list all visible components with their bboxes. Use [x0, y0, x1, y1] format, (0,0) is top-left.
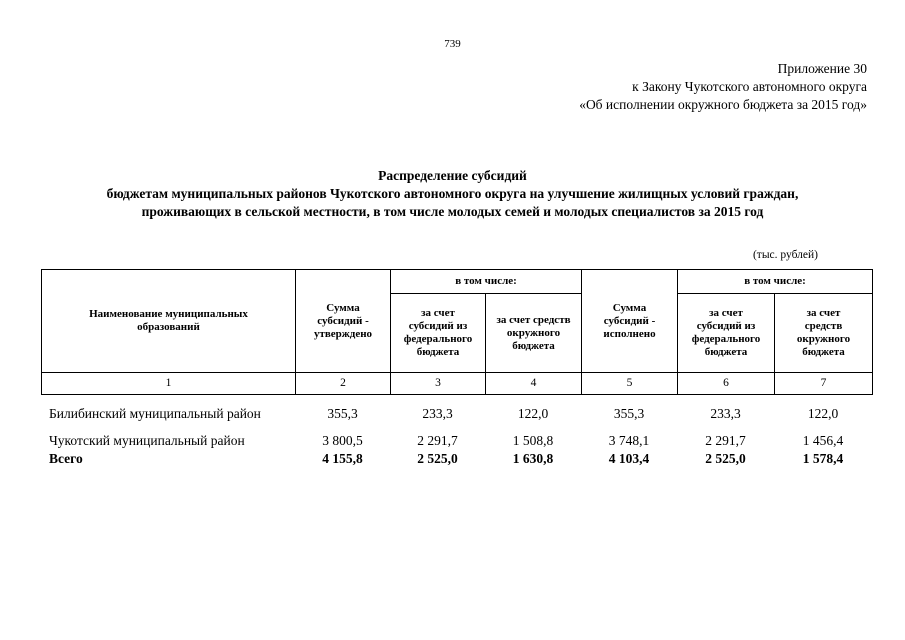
- cell-executed: 355,3: [613, 406, 645, 421]
- header-district-approved: за счет средств окружного бюджета: [486, 294, 582, 373]
- cell-federal-executed: 2 291,7: [705, 433, 746, 448]
- appendix-line-1: Приложение 30: [777, 61, 867, 76]
- cell-district-approved: 122,0: [517, 406, 549, 421]
- cell-district-executed: 122,0: [807, 406, 839, 421]
- cell-executed: 3 748,1: [608, 433, 650, 448]
- cell-federal-executed: 233,3: [710, 406, 741, 421]
- row-name: Всего: [49, 451, 83, 466]
- appendix-line-3: «Об исполнении окружного бюджета за 2015 год»: [579, 97, 867, 112]
- units-label: (тыс. рублей): [752, 249, 818, 261]
- cell-district-approved: 1 630,8: [512, 451, 554, 466]
- cell-district-executed: 1 456,4: [802, 433, 844, 448]
- header-including-approved: в том числе:: [391, 270, 582, 294]
- column-number: 4: [486, 373, 582, 395]
- header-including-executed: в том числе:: [678, 270, 873, 294]
- cell-federal-approved: 2 525,0: [417, 451, 458, 466]
- subsidy-table-body: [41, 402, 872, 468]
- cell-approved: 4 155,8: [322, 451, 363, 466]
- page-number: 739: [444, 38, 461, 50]
- document-title: [0, 167, 905, 221]
- title-line-2: бюджетам муниципальных районов Чукотского автономного округа на улучшение жилищных условий граждан,: [106, 186, 799, 201]
- title-line-3: проживающих в сельской местности, в том числе молодых семей и молодых специалистов за 2015 год: [141, 204, 764, 219]
- cell-federal-approved: 2 291,7: [417, 433, 458, 448]
- cell-approved: 3 800,5: [322, 433, 363, 448]
- table-row: [41, 402, 872, 426]
- table-row-total: [41, 450, 872, 468]
- cell-district-approved: 1 508,8: [512, 433, 554, 448]
- header-approved: Сумма субсидий - утверждено: [296, 270, 391, 373]
- column-number: 5: [582, 373, 678, 395]
- cell-executed: 4 103,4: [608, 451, 650, 466]
- header-federal-executed: за счет субсидий из федерального бюджета: [678, 294, 775, 373]
- cell-federal-executed: 2 525,0: [705, 451, 746, 466]
- table-row: [41, 432, 872, 450]
- row-name: Билибинский муниципальный район: [49, 406, 261, 421]
- cell-federal-approved: 233,3: [422, 406, 453, 421]
- subsidy-table-header: [41, 269, 873, 395]
- header-federal-approved: за счет субсидий из федерального бюджета: [391, 294, 486, 373]
- cell-approved: 355,3: [327, 406, 358, 421]
- title-line-1: Распределение субсидий: [378, 168, 527, 183]
- appendix-line-2: к Закону Чукотского автономного округа: [632, 79, 867, 94]
- column-number: 6: [678, 373, 775, 395]
- header-district-executed: за счет средств окружного бюджета: [775, 294, 873, 373]
- header-name: Наименование муниципальных образований: [42, 270, 296, 373]
- header-executed: Сумма субсидий - исполнено: [582, 270, 678, 373]
- column-number: 3: [391, 373, 486, 395]
- column-number: 7: [775, 373, 873, 395]
- appendix-reference: [579, 60, 867, 114]
- row-name: Чукотский муниципальный район: [49, 433, 245, 448]
- cell-district-executed: 1 578,4: [802, 451, 844, 466]
- column-number: 1: [42, 373, 296, 395]
- column-number: 2: [296, 373, 391, 395]
